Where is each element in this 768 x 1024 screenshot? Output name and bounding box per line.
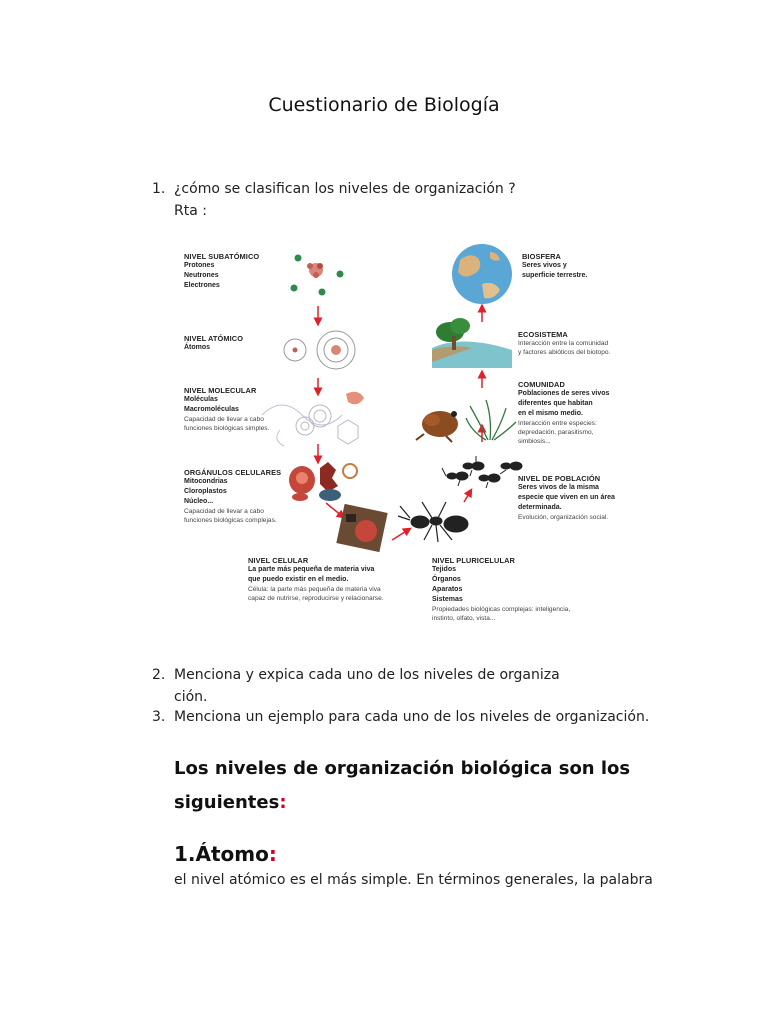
level-note: y factores abióticos del biotopo. [518, 349, 611, 356]
subsection-heading-atom [174, 842, 277, 866]
question-text: ¿cómo se clasifican los niveles de organización ? [174, 181, 516, 197]
body-paragraph: el nivel atómico es el más simple. En términos generales, la palabra [174, 872, 653, 888]
subatomic-particles-icon [291, 255, 344, 296]
atom-icon [284, 331, 355, 369]
level-note: Capacidad de llevar a cabo [184, 508, 264, 515]
level-item: Átomos [184, 344, 211, 351]
level-item: Seres vivos y [522, 262, 567, 269]
level-title: ORGÁNULOS CELULARES [184, 468, 282, 477]
question-3 [152, 706, 649, 728]
heading-line-1: Los niveles de organización biológica son los [174, 758, 631, 779]
level-item: Moléculas [184, 396, 218, 403]
level-title: NIVEL DE POBLACIÓN [518, 474, 601, 483]
level-title: NIVEL PLURICELULAR [432, 556, 515, 565]
subsection-label: 1.Átomo [174, 842, 269, 866]
label-molecular [184, 386, 269, 433]
level-item: determinada. [518, 504, 562, 511]
ecosystem-icon [432, 318, 512, 368]
level-item: especie que viven en un área [518, 494, 615, 501]
level-title: COMUNIDAD [518, 380, 565, 389]
level-note: Interacción entre especies: [518, 420, 597, 427]
level-title: BIOSFERA [522, 252, 561, 261]
level-note: depredación, parasitismo, [518, 429, 594, 436]
level-note: Evolución, organización social. [518, 514, 609, 521]
question-text-continued: ción. [174, 689, 208, 705]
level-title: NIVEL SUBATÓMICO [184, 252, 260, 261]
level-item: superficie terrestre. [522, 272, 588, 279]
level-item: Sistemas [432, 596, 463, 603]
level-item: Seres vivos de la misma [518, 484, 599, 491]
cell-icon [336, 504, 387, 552]
level-title: ECOSISTEMA [518, 330, 568, 339]
question-text: Menciona y expica cada uno de los niveles de organiza [174, 667, 560, 683]
label-atomic [184, 334, 243, 353]
level-note: instinto, olfato, vista... [432, 615, 496, 622]
level-item: Núcleo... [184, 498, 214, 505]
level-note: Capacidad de llevar a cabo [184, 416, 264, 423]
question-1 [152, 178, 516, 222]
level-item: Aparatos [432, 586, 463, 593]
level-item: Mitocondrias [184, 478, 228, 485]
level-item: La parte más pequeña de materia viva [248, 566, 375, 573]
subsection-colon: : [268, 842, 277, 866]
level-item: diferentes que habitan [518, 400, 593, 407]
document-title: Cuestionario de Biología [268, 94, 500, 116]
label-biosphere [522, 252, 587, 281]
level-item: Poblaciones de seres vivos [518, 390, 610, 397]
level-title: NIVEL CELULAR [248, 556, 309, 565]
level-title: NIVEL ATÓMICO [184, 334, 244, 343]
frog-icon [416, 411, 458, 442]
level-note: funciones biológicas complejas. [184, 517, 277, 524]
level-item: en el mismo medio. [518, 410, 583, 417]
level-item: Protones [184, 262, 215, 269]
level-item: Electrones [184, 282, 220, 289]
level-item: Macromoléculas [184, 406, 239, 413]
heading-line-2: siguientes [174, 792, 280, 813]
ant-population-icon [442, 456, 522, 488]
level-note: funciones biológicas simples. [184, 425, 270, 432]
label-population [518, 474, 615, 522]
label-subatomic [184, 252, 259, 291]
plant-icon [466, 400, 516, 440]
heading-colon: : [279, 792, 287, 813]
label-multicellular [432, 556, 570, 623]
organization-levels-figure [170, 240, 640, 640]
level-note: simbiosis... [518, 438, 551, 445]
label-cellular [248, 556, 384, 603]
level-note: Célula: la parte más pequeña de materia viva [248, 586, 381, 593]
ant-icon [398, 502, 468, 542]
level-item: Cloroplastos [184, 488, 227, 495]
level-note: Interacción entre la comunidad [518, 340, 609, 347]
level-item: Tejidos [432, 566, 456, 573]
molecules-icon [262, 392, 364, 446]
question-number: 3. [152, 709, 166, 725]
globe-icon [452, 244, 512, 304]
label-community [518, 380, 609, 446]
section-heading [174, 752, 634, 820]
question-number: 1. [152, 181, 166, 197]
level-item: Órganos [432, 576, 461, 583]
question-2 [152, 664, 560, 708]
question-text: Menciona un ejemplo para cada uno de los niveles de organización. [174, 709, 650, 725]
label-ecosystem [518, 330, 610, 357]
question-number: 2. [152, 667, 166, 683]
label-organelles [184, 468, 281, 525]
level-item: Neutrones [184, 272, 219, 279]
answer-label: Rta : [174, 203, 207, 219]
level-item: que puedo existir en el medio. [248, 576, 349, 583]
level-note: Propiedades biológicas complejas: inteligencia, [432, 606, 571, 613]
level-note: capaz de nutrirse, reproducirse y relacionarse. [248, 595, 384, 602]
level-title: NIVEL MOLECULAR [184, 386, 257, 395]
organelles-icon [289, 462, 357, 501]
